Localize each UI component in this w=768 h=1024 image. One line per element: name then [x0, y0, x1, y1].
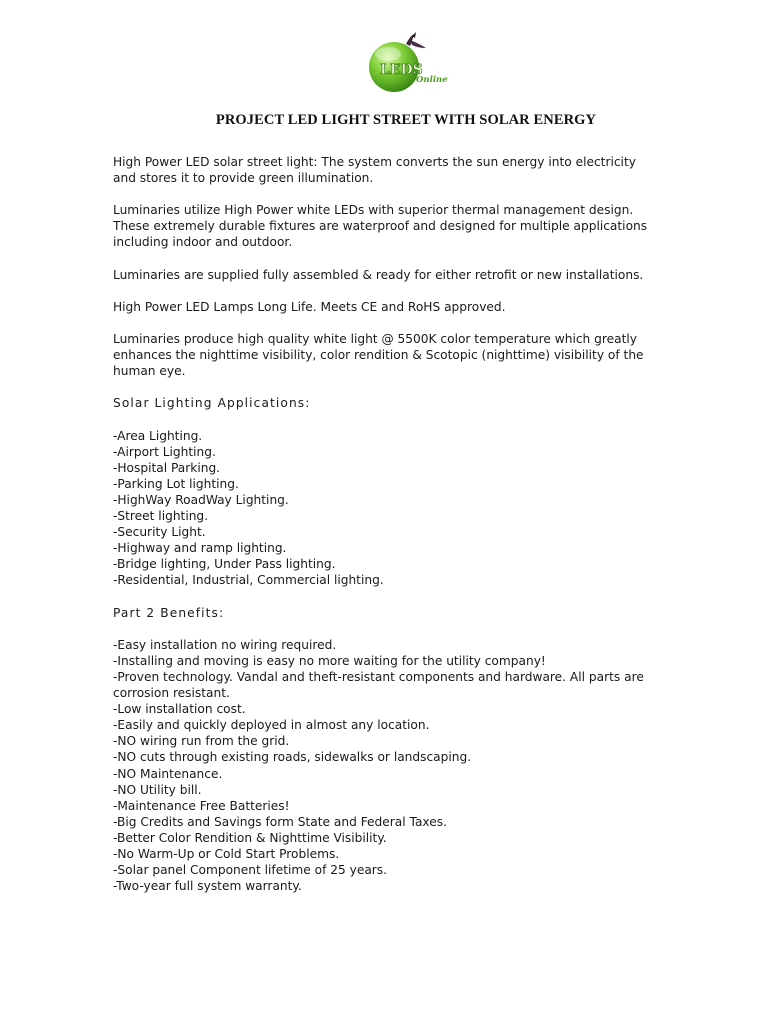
list-item: -Low installation cost. [113, 702, 246, 717]
list-item: -Big Credits and Savings form State and Federal Taxes. [113, 814, 447, 829]
list-item: -Security Light. [113, 525, 206, 540]
logo-text: LEDS [380, 62, 423, 78]
list-item: -NO Maintenance. [113, 766, 223, 781]
leds-online-logo [366, 30, 454, 100]
text-line: enhances the nighttime visibility, color rendition & Scotopic (nighttime) visibility of the [113, 348, 644, 363]
assembly-paragraph [113, 267, 703, 283]
text-line: and stores it to provide green illumination. [113, 171, 374, 186]
text-line: human eye. [113, 364, 186, 379]
text-line: including indoor and outdoor. [113, 235, 293, 250]
list-item: -No Warm-Up or Cold Start Problems. [113, 847, 340, 862]
list-item: -Street lighting. [113, 509, 209, 524]
document-title: PROJECT LED LIGHT STREET WITH SOLAR ENERGY [215, 112, 597, 128]
certification-paragraph [113, 299, 703, 315]
list-item: -Maintenance Free Batteries! [113, 798, 290, 813]
list-item: -NO cuts through existing roads, sidewalks or landscaping. [113, 750, 472, 765]
list-item: -HighWay RoadWay Lighting. [113, 492, 289, 507]
logo-subtext: Online [416, 75, 448, 85]
list-item: -Proven technology. Vandal and theft-resistant components and hardware. All parts are [113, 670, 644, 684]
list-item: -Airport Lighting. [113, 444, 216, 459]
text-line: Luminaries are supplied fully assembled & ready for either retrofit or new installations. [113, 267, 644, 282]
list-item: -Easily and quickly deployed in almost any location. [113, 718, 430, 733]
color-temperature-paragraph [113, 331, 703, 379]
text-line: Luminaries utilize High Power white LEDs with superior thermal management design. [113, 203, 634, 218]
list-item: -Better Color Rendition & Nighttime Visibility. [113, 830, 387, 845]
text-line: High Power LED solar street light: The system converts the sun energy into electricity [113, 155, 636, 169]
list-item: -Two-year full system warranty. [113, 879, 302, 894]
list-item: -Easy installation no wiring required. [113, 637, 337, 652]
text-line: High Power LED Lamps Long Life. Meets CE and RoHS approved. [113, 299, 506, 314]
luminaries-paragraph [113, 202, 703, 250]
list-item: -Highway and ramp lighting. [113, 541, 287, 556]
list-item: -NO wiring run from the grid. [113, 734, 290, 749]
applications-list [113, 428, 703, 589]
text-line: These extremely durable fixtures are waterproof and designed for multiple applications [113, 219, 648, 234]
text-line: Luminaries produce high quality white light @ 5500K color temperature which greatly [113, 332, 637, 347]
document-body [113, 154, 703, 910]
benefits-heading: Part 2 Benefits: [113, 605, 225, 620]
list-item: -Residential, Industrial, Commercial lighting. [113, 573, 384, 588]
applications-heading: Solar Lighting Applications: [113, 396, 311, 411]
list-item: -Bridge lighting, Under Pass lighting. [113, 557, 336, 572]
list-item: -Hospital Parking. [113, 460, 221, 475]
benefits-list [113, 637, 703, 895]
list-item-continuation: corrosion resistant. [113, 686, 230, 701]
list-item: -Solar panel Component lifetime of 25 years. [113, 863, 388, 878]
intro-paragraph [113, 154, 703, 186]
list-item: -Parking Lot lighting. [113, 476, 239, 491]
list-item: -NO Utility bill. [113, 782, 202, 797]
list-item: -Area Lighting. [113, 428, 203, 443]
list-item: -Installing and moving is easy no more waiting for the utility company! [113, 653, 546, 668]
